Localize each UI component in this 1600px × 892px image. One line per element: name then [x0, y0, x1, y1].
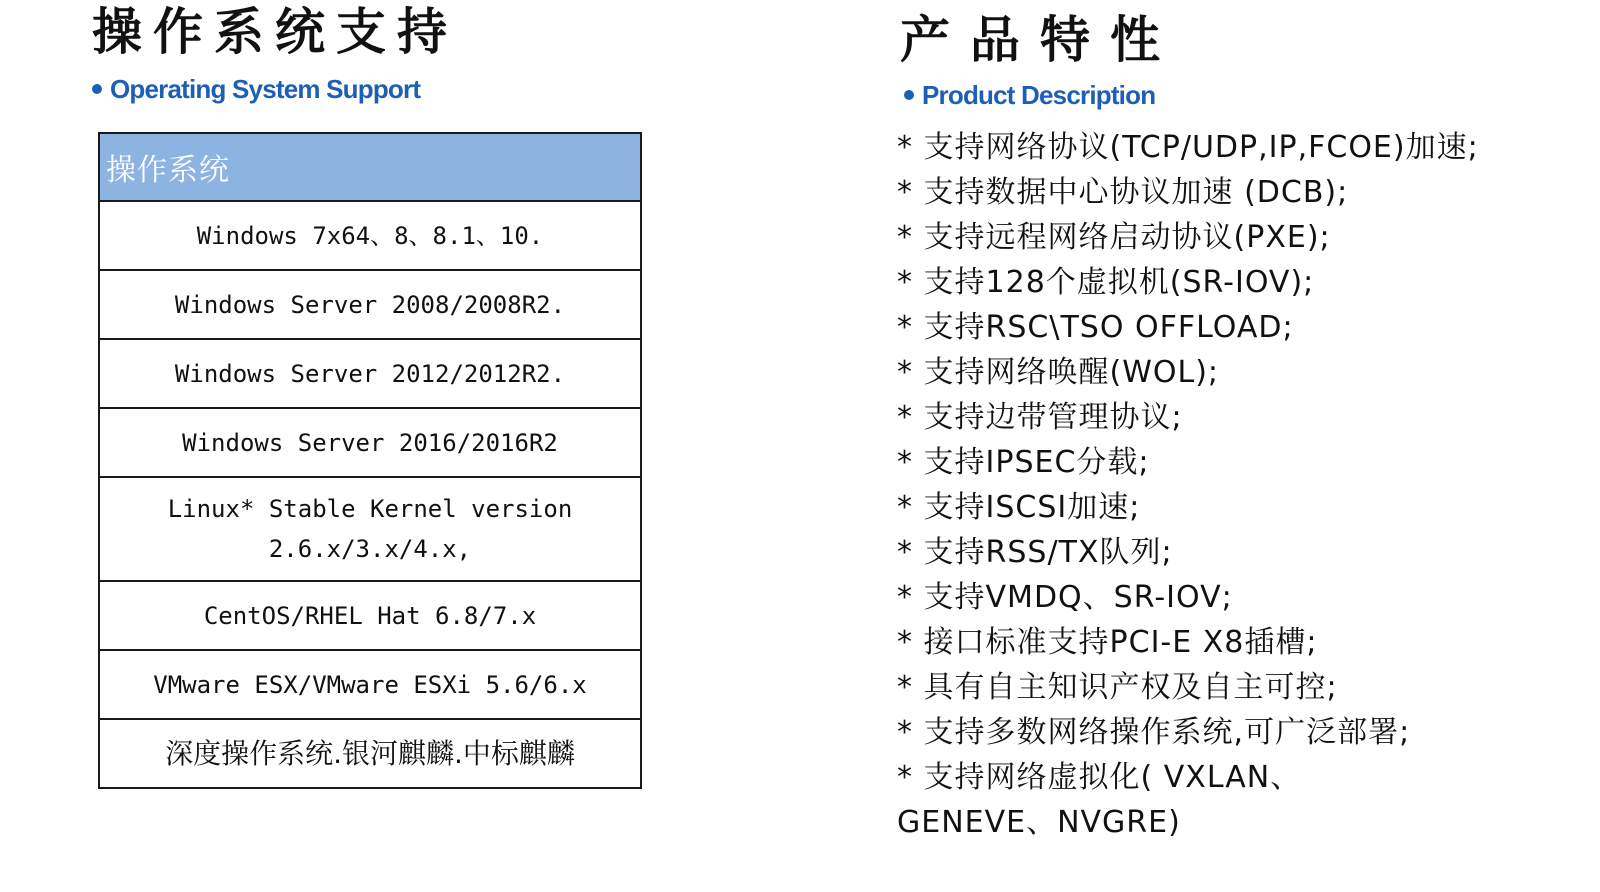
- table-row: [99, 270, 641, 339]
- list-item: * 支持网络唤醒(WOL);: [897, 355, 1220, 390]
- table-row: [99, 719, 641, 788]
- os-support-subtitle: [92, 72, 420, 106]
- os-support-title: 操作系统支持: [92, 3, 458, 61]
- os-table-cell: CentOS/RHEL Hat 6.8/7.x: [99, 581, 641, 650]
- list-item: * 支持多数网络操作系统,可广泛部署;: [897, 715, 1411, 750]
- list-item: * 支持数据中心协议加速 (DCB);: [897, 175, 1349, 210]
- list-item: * 支持边带管理协议;: [897, 400, 1183, 435]
- os-table-cell: 深度操作系统.银河麒麟.中标麒麟: [99, 719, 641, 788]
- list-item: * 支持RSS/TX队列;: [897, 535, 1173, 570]
- list-item: * 支持网络协议(TCP/UDP,IP,FCOE)加速;: [897, 130, 1479, 165]
- list-item: * 支持IPSEC分载;: [897, 445, 1150, 480]
- bullet-dot-icon: [904, 90, 914, 100]
- list-item: * 具有自主知识产权及自主可控;: [897, 670, 1338, 705]
- os-table-header-row: [99, 133, 641, 201]
- os-table-cell: Windows 7x64、8、8.1、10.: [99, 201, 641, 270]
- os-table-cell: Windows Server 2012/2012R2.: [99, 339, 641, 408]
- table-row: [99, 201, 641, 270]
- product-features-subtitle-text: Product Description: [922, 79, 1156, 110]
- os-table: [98, 132, 642, 789]
- os-table-cell: Windows Server 2008/2008R2.: [99, 270, 641, 339]
- list-item: * 支持ISCSI加速;: [897, 490, 1141, 525]
- list-item: * 支持网络虚拟化( VXLAN、GENEVE、NVGRE): [897, 760, 1302, 840]
- product-features-title: 产品特性: [900, 11, 1180, 69]
- list-item: * 接口标准支持PCI-E X8插槽;: [897, 625, 1318, 660]
- os-table-cell: VMware ESX/VMware ESXi 5.6/6.x: [99, 650, 641, 719]
- os-table-cell: Linux* Stable Kernel version 2.6.x/3.x/4.x,: [99, 477, 641, 581]
- bullet-dot-icon: [92, 84, 102, 94]
- table-row: [99, 650, 641, 719]
- feature-list: [897, 125, 1587, 845]
- table-row: [99, 408, 641, 477]
- table-row: [99, 581, 641, 650]
- os-support-subtitle-text: Operating System Support: [110, 73, 421, 104]
- product-features-subtitle: [904, 78, 1155, 112]
- list-item: * 支持远程网络启动协议(PXE);: [897, 220, 1331, 255]
- table-row: [99, 477, 641, 581]
- list-item: * 支持128个虚拟机(SR-IOV);: [897, 265, 1315, 300]
- os-table-header: 操作系统: [99, 133, 641, 201]
- os-table-cell: Windows Server 2016/2016R2: [99, 408, 641, 477]
- list-item: * 支持VMDQ、SR-IOV;: [897, 580, 1233, 615]
- list-item: * 支持RSC\TSO OFFLOAD;: [897, 310, 1294, 345]
- table-row: [99, 339, 641, 408]
